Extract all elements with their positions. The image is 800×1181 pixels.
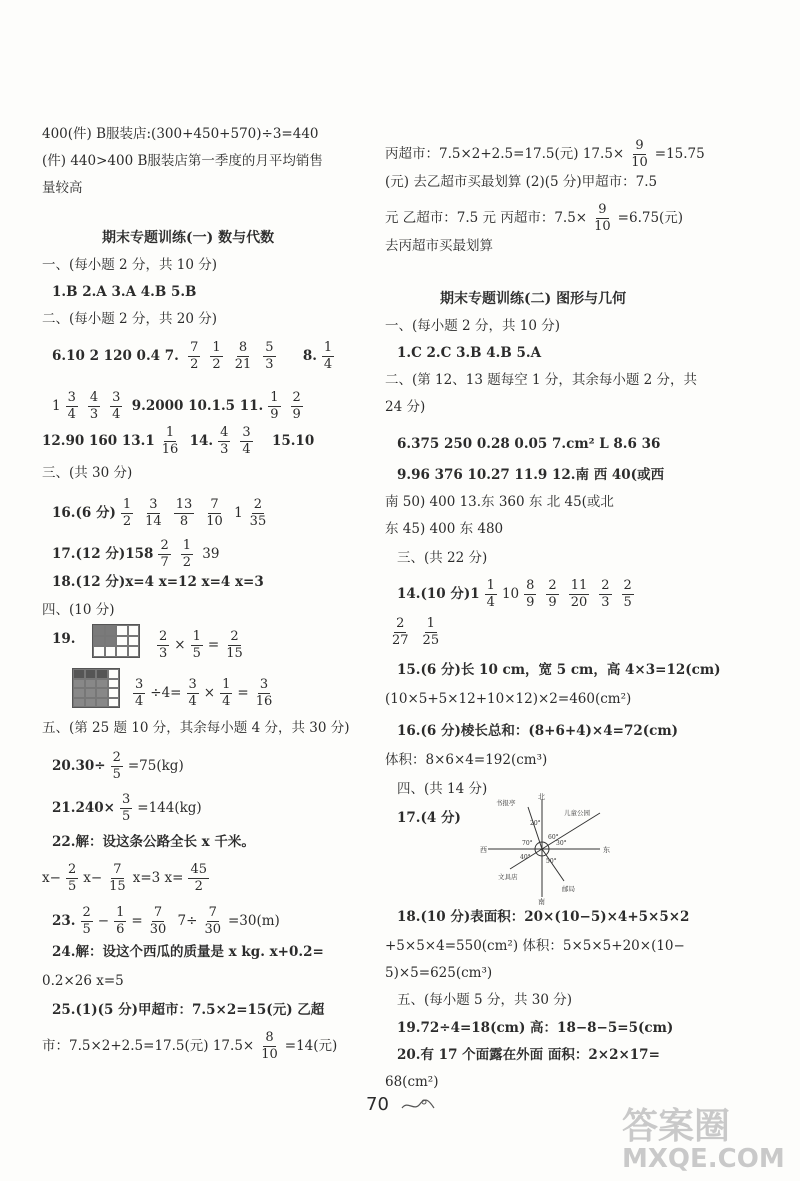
fraction-group: [243, 497, 274, 529]
answer-text: 1.C 2.C 3.B 4.B 5.A: [397, 345, 542, 361]
numerator: 8: [238, 340, 248, 355]
fraction: [421, 616, 442, 649]
denominator: 9: [548, 595, 557, 610]
text-line: (10×5+5×12+10×12)×2=460(cm²): [385, 691, 632, 707]
page-number: 70: [366, 1094, 389, 1115]
fraction: [204, 497, 225, 530]
watermark: 答案圈: [622, 1106, 731, 1147]
shaded-grid-figure: [72, 668, 120, 708]
angle-label: 70°: [522, 840, 533, 847]
denominator: 9: [270, 407, 279, 422]
denominator: 4: [135, 694, 144, 709]
denominator: 8: [179, 514, 189, 529]
fraction: [181, 538, 193, 571]
angle-label: 50°: [546, 858, 557, 865]
numerator: 2: [159, 629, 168, 644]
answer-text: 19.72÷4=18(cm) 高：18−8−5=5(cm): [397, 1020, 674, 1036]
answer-line: [397, 907, 689, 927]
denominator: 5: [112, 767, 121, 782]
fraction-group: [115, 792, 137, 824]
text-line: 去丙超市买最划算: [385, 238, 493, 254]
section-header: 五、(第 25 题 10 分，其余每小题 4 分，共 30 分): [42, 720, 350, 736]
answer-text: 15.10: [271, 433, 315, 449]
section-header: 24 分): [385, 399, 426, 415]
numerator: 2: [160, 538, 169, 553]
denominator: 6: [116, 922, 125, 937]
answer-text: 14.: [189, 433, 214, 449]
ornament-icon: [400, 1096, 436, 1116]
fraction: [81, 905, 93, 938]
numerator: 2: [82, 905, 91, 920]
numerator: 3: [67, 390, 76, 405]
fraction: [110, 390, 122, 423]
numerator: 5: [265, 340, 274, 355]
numerator: 2: [230, 629, 239, 644]
answer-text: 17.(4 分): [397, 810, 461, 826]
answer-line: [52, 572, 264, 592]
fraction: [248, 497, 269, 530]
operator: ×: [203, 685, 216, 701]
answer-line: [52, 629, 76, 649]
denominator: 14: [145, 514, 162, 529]
section-header: 三、(共 22 分): [397, 550, 488, 566]
denominator: 3: [265, 357, 274, 372]
denominator: 4: [222, 694, 231, 709]
section-header: 二、(第 12、13 题每空 1 分，其余每小题 2 分，共: [385, 372, 698, 388]
numerator: 3: [259, 677, 269, 692]
text-line: (件) 440>400 B服装店第一季度的月平均销售: [42, 153, 323, 169]
answer-line: [52, 497, 273, 530]
answer-text: 25.(1)(5 分)甲超市：7.5×2=15(元) 乙超: [52, 1002, 325, 1018]
denominator: 10: [594, 219, 611, 234]
fraction-group: [263, 390, 308, 422]
fraction-group: [183, 862, 214, 894]
answer-line: [52, 282, 196, 302]
denominator: 2: [182, 555, 191, 570]
denominator: 3: [601, 595, 610, 610]
fraction: [143, 497, 164, 530]
answer-text: 18.(12 分)x=4 x=12 x=4 x=3: [52, 574, 264, 590]
answer-text: 16.(6 分)棱长总和：(8+6+4)×4=72(cm): [397, 723, 679, 739]
answer-text: 丙超市：7.5×2+2.5=17.5(元) 17.5×: [385, 146, 625, 162]
ray-postoffice: [542, 849, 564, 881]
fraction-group: [317, 340, 339, 372]
answer-text: 19.: [52, 631, 76, 647]
ray-park: [542, 813, 600, 849]
fraction: [218, 425, 230, 458]
answer-text: 7÷: [173, 913, 198, 929]
fraction: [592, 202, 613, 235]
south-label: 南: [538, 898, 545, 905]
fraction: [114, 905, 126, 938]
numerator: 1: [116, 905, 125, 920]
denominator: 4: [67, 407, 76, 422]
answer-line: [397, 578, 639, 611]
denominator: 25: [422, 633, 440, 648]
numerator: 3: [242, 425, 251, 440]
answer-line: [397, 721, 678, 741]
answer-text: −: [97, 913, 110, 929]
answer-text: 8.: [302, 348, 317, 364]
fraction-group: [143, 905, 174, 937]
place-stationery: 文具店: [498, 873, 518, 881]
fraction-group: [155, 425, 186, 457]
numerator: 2: [67, 862, 77, 877]
section-header: 五、(每小题 5 分，共 30 分): [397, 992, 572, 1008]
place-park: 儿童公园: [564, 809, 590, 817]
denominator: 16: [255, 694, 273, 709]
watermark: MXQE.COM: [622, 1144, 785, 1174]
answer-line: [42, 425, 314, 458]
answer-line: [52, 390, 308, 423]
place-newsstand: 书报亭: [496, 799, 516, 807]
denominator: 7: [160, 555, 169, 570]
denominator: 30: [149, 922, 167, 937]
west-label: 西: [480, 846, 487, 854]
fraction: [569, 578, 590, 611]
angle-label: 60°: [548, 834, 559, 841]
numerator: 2: [623, 578, 632, 593]
answer-line: [52, 832, 255, 852]
fraction: [148, 905, 169, 938]
denominator: 3: [159, 646, 168, 661]
answer-line: [52, 538, 219, 571]
numerator: 3: [149, 497, 158, 512]
fraction: [485, 578, 497, 611]
answer-line: [42, 971, 124, 991]
fraction: [111, 750, 123, 783]
fraction-group: [519, 578, 639, 610]
fraction: [254, 677, 275, 710]
numerator: 2: [548, 578, 557, 593]
numerator: 7: [113, 862, 122, 877]
text-line: (元) 去乙超市买最划算 (2)(5 分)甲超市：7.5: [385, 174, 658, 190]
fraction: [187, 677, 199, 710]
denominator: 27: [392, 633, 409, 648]
north-label: 北: [538, 793, 545, 801]
answer-text: =30(m): [227, 913, 280, 929]
numerator: 9: [598, 202, 607, 217]
answer-line: [42, 862, 214, 895]
text-line: 量较高: [42, 180, 83, 196]
answer-text: =75(kg): [127, 758, 184, 774]
answer-line: [397, 1018, 673, 1038]
fraction: [121, 497, 133, 530]
answer-line: [397, 1045, 660, 1065]
answer-text: 市：7.5×2+2.5=17.5(元) 17.5×: [42, 1038, 255, 1054]
numerator: 4: [89, 390, 99, 405]
numerator: 7: [153, 905, 163, 920]
denominator: 15: [109, 879, 126, 894]
answer-line: [52, 340, 339, 373]
answer-text: 1: [52, 398, 61, 414]
numerator: 3: [135, 677, 144, 692]
answer-text: x−: [83, 870, 103, 886]
numerator: 1: [426, 616, 435, 631]
section-header: 一、(每小题 2 分，共 10 分): [385, 318, 560, 334]
fraction: [88, 390, 100, 423]
numerator: 1: [222, 677, 231, 692]
answer-text: 22.解：设这条公路全长 x 千米。: [52, 834, 255, 850]
operator: =: [237, 685, 249, 701]
numerator: 7: [190, 340, 199, 355]
denominator: 4: [188, 694, 197, 709]
fraction: [629, 138, 650, 171]
denominator: 2: [212, 357, 221, 372]
answer-line: [385, 138, 705, 171]
numerator: 1: [192, 629, 201, 644]
answer-text: x−: [42, 870, 61, 886]
answer-line: [397, 343, 541, 363]
denominator: 5: [67, 879, 77, 894]
text-line: 东 45) 400 东 480: [385, 521, 504, 537]
fraction-group: [153, 538, 198, 570]
denominator: 5: [192, 646, 201, 661]
angle-label: 40°: [520, 854, 531, 861]
denominator: 2: [122, 514, 132, 529]
answer-text: 元 乙超市：7.5 元 丙超市：7.5×: [385, 210, 588, 226]
numerator: 11: [570, 578, 588, 593]
fraction-group: [587, 202, 618, 234]
numerator: 2: [292, 390, 301, 405]
fraction: [66, 390, 78, 423]
answer-text: x=3 x=: [132, 870, 184, 886]
denominator: 10: [631, 155, 648, 170]
answer-text: 39: [202, 546, 220, 562]
numerator: 1: [165, 425, 175, 440]
numerator: 1: [182, 538, 191, 553]
denominator: 10: [261, 1047, 278, 1062]
fraction: [263, 340, 275, 373]
answer-line: [52, 942, 324, 962]
numerator: 2: [253, 497, 263, 512]
denominator: 2: [194, 879, 203, 894]
numerator: 1: [212, 340, 221, 355]
fraction: [599, 578, 611, 611]
numerator: 1: [486, 578, 495, 593]
numerator: 1: [122, 497, 132, 512]
answer-line: [397, 465, 664, 485]
numerator: 3: [188, 677, 197, 692]
answer-text: 12.90 160 13.1: [42, 433, 155, 449]
section-title: 期末专题训练(一) 数与代数: [102, 230, 275, 246]
fraction-group: [197, 905, 228, 937]
answer-line: [52, 1000, 324, 1020]
operator: =: [207, 637, 220, 653]
fraction: [259, 1030, 280, 1063]
numerator: 7: [208, 905, 217, 920]
answer-text: =14(元): [284, 1038, 338, 1054]
numerator: 1: [270, 390, 279, 405]
fraction-group: [61, 390, 128, 422]
fraction-group: [102, 862, 133, 894]
section-header: 三、(共 30 分): [42, 465, 133, 481]
answer-text: =15.75: [654, 146, 705, 162]
east-label: 东: [603, 846, 610, 854]
answer-line: [385, 202, 683, 235]
text-line: 南 50) 400 13.东 360 东 北 45(或北: [385, 494, 614, 510]
answer-text: 18.(10 分)表面积：20×(10−5)×4+5×5×2: [397, 909, 690, 925]
answer-text: =: [131, 913, 143, 929]
numerator: 1: [323, 340, 333, 355]
place-postoffice: 邮局: [562, 885, 575, 893]
fraction: [157, 629, 169, 662]
fraction: [268, 390, 280, 423]
numerator: 3: [121, 792, 131, 807]
denominator: 4: [242, 442, 251, 457]
answer-text: =6.75(元): [617, 210, 684, 226]
equation: [152, 629, 250, 662]
fraction-group: [480, 578, 502, 610]
denominator: 20: [570, 595, 588, 610]
fraction: [158, 538, 170, 571]
answer-text: 10: [501, 586, 520, 602]
numerator: 13: [175, 497, 193, 512]
fraction: [160, 425, 181, 458]
fraction-group: [106, 750, 128, 782]
text-line: 400(件) B服装店:(300+450+570)÷3=440: [42, 126, 319, 142]
numerator: 4: [220, 425, 229, 440]
fraction-group: [213, 425, 258, 457]
denominator: 9: [526, 595, 535, 610]
fraction: [390, 616, 411, 649]
answer-text: 21.240×: [52, 800, 115, 816]
fraction-group: [109, 905, 131, 937]
fraction: [174, 497, 195, 530]
fraction: [291, 390, 303, 423]
shaded-grid-figure: [92, 624, 140, 658]
answer-text: 6.10 2 120 0.4 7.: [52, 348, 179, 364]
denominator: 10: [206, 514, 223, 529]
equation: [128, 677, 279, 710]
answer-text: 15.(6 分)长 10 cm，宽 5 cm，高 4×3=12(cm): [397, 662, 721, 678]
answer-text: 6.375 250 0.28 0.05 7.cm² L 8.6 36: [397, 436, 661, 452]
denominator: 35: [249, 514, 267, 529]
denominator: 30: [204, 922, 221, 937]
fraction: [202, 905, 223, 938]
answer-line: [42, 1030, 337, 1063]
answer-line: [385, 616, 446, 649]
fraction: [191, 629, 203, 662]
operator: ÷4=: [150, 685, 182, 701]
answer-line: [52, 905, 280, 938]
denominator: 21: [234, 357, 252, 372]
fraction-group: [254, 1030, 285, 1062]
fraction-group: [76, 905, 98, 937]
answer-text: 24.解：设这个西瓜的质量是 x kg. x+0.2=: [52, 944, 324, 960]
numerator: 3: [112, 390, 121, 405]
operator: ×: [174, 637, 186, 653]
numerator: 2: [601, 578, 610, 593]
fraction: [133, 677, 145, 710]
text-line: +5×5×4=550(cm²) 体积：5×5×5+20×(10−: [385, 938, 685, 954]
angle-label: 20°: [530, 820, 541, 827]
numerator: 2: [396, 616, 405, 631]
numerator: 45: [190, 862, 207, 877]
fraction: [120, 792, 132, 825]
section-header: 四、(10 分): [42, 602, 115, 618]
fraction: [524, 578, 536, 611]
denominator: 16: [161, 442, 179, 457]
fraction: [233, 340, 254, 373]
fraction: [188, 862, 209, 895]
fraction-group: [183, 340, 280, 372]
answer-line: [397, 808, 461, 828]
denominator: 5: [623, 595, 632, 610]
numerator: 2: [112, 750, 121, 765]
angle-label: 30°: [556, 840, 567, 847]
section-header: 二、(每小题 2 分，共 20 分): [42, 311, 217, 327]
answer-text: 1.B 2.A 3.A 4.B 5.B: [52, 284, 197, 300]
denominator: 5: [82, 922, 91, 937]
fraction: [66, 862, 78, 895]
denominator: 3: [220, 442, 229, 457]
answer-text: 16.(6 分): [52, 505, 116, 521]
fraction: [107, 862, 128, 895]
denominator: 9: [292, 407, 301, 422]
answer-text: 14.(10 分)1: [397, 586, 480, 602]
answer-text: 17.(12 分)158: [52, 546, 154, 562]
fraction-group: [61, 862, 83, 894]
fraction: [622, 578, 634, 611]
section-title: 期末专题训练(二) 图形与几何: [440, 291, 627, 307]
answer-text: 9.2000 10.1.5 11.: [131, 398, 264, 414]
fraction: [188, 340, 200, 373]
denominator: 4: [486, 595, 495, 610]
fraction: [224, 629, 245, 662]
fraction-group: [385, 616, 446, 648]
answer-line: [397, 434, 660, 454]
denominator: 3: [89, 407, 99, 422]
numerator: 9: [635, 138, 644, 153]
answer-text: 20.有 17 个面露在外面 面积：2×2×17=: [397, 1047, 660, 1063]
fraction: [322, 340, 334, 373]
fraction-group: [624, 138, 655, 170]
answer-line: [52, 750, 184, 783]
answer-text: =144(kg): [137, 800, 202, 816]
numerator: 8: [265, 1030, 274, 1045]
answer-line: [52, 792, 202, 825]
fraction: [210, 340, 222, 373]
answer-text: 9.96 376 10.27 11.9 12.南 西 40(或西: [397, 467, 665, 483]
section-header: 四、(共 14 分): [397, 781, 488, 797]
fraction: [546, 578, 558, 611]
answer-text: 1: [234, 505, 243, 521]
text-line: 体积：8×6×4=192(cm³): [385, 752, 548, 768]
direction-diagram: [472, 793, 622, 905]
text-line: 5)×5=625(cm³): [385, 965, 493, 981]
denominator: 4: [323, 357, 333, 372]
answer-text: 23.: [52, 913, 76, 929]
numerator: 7: [210, 497, 219, 512]
denominator: 5: [121, 809, 131, 824]
section-header: 一、(每小题 2 分，共 10 分): [42, 257, 217, 273]
answer-line: [397, 660, 721, 680]
answer-text: 0.2×26 x=5: [42, 973, 124, 989]
fraction: [240, 425, 252, 458]
numerator: 8: [526, 578, 535, 593]
fraction-group: [116, 497, 230, 529]
fraction: [220, 677, 232, 710]
answer-text: 20.30÷: [52, 758, 106, 774]
denominator: 15: [226, 646, 243, 661]
denominator: 4: [112, 407, 121, 422]
denominator: 2: [190, 357, 199, 372]
text-line: 68(cm²): [385, 1074, 439, 1090]
